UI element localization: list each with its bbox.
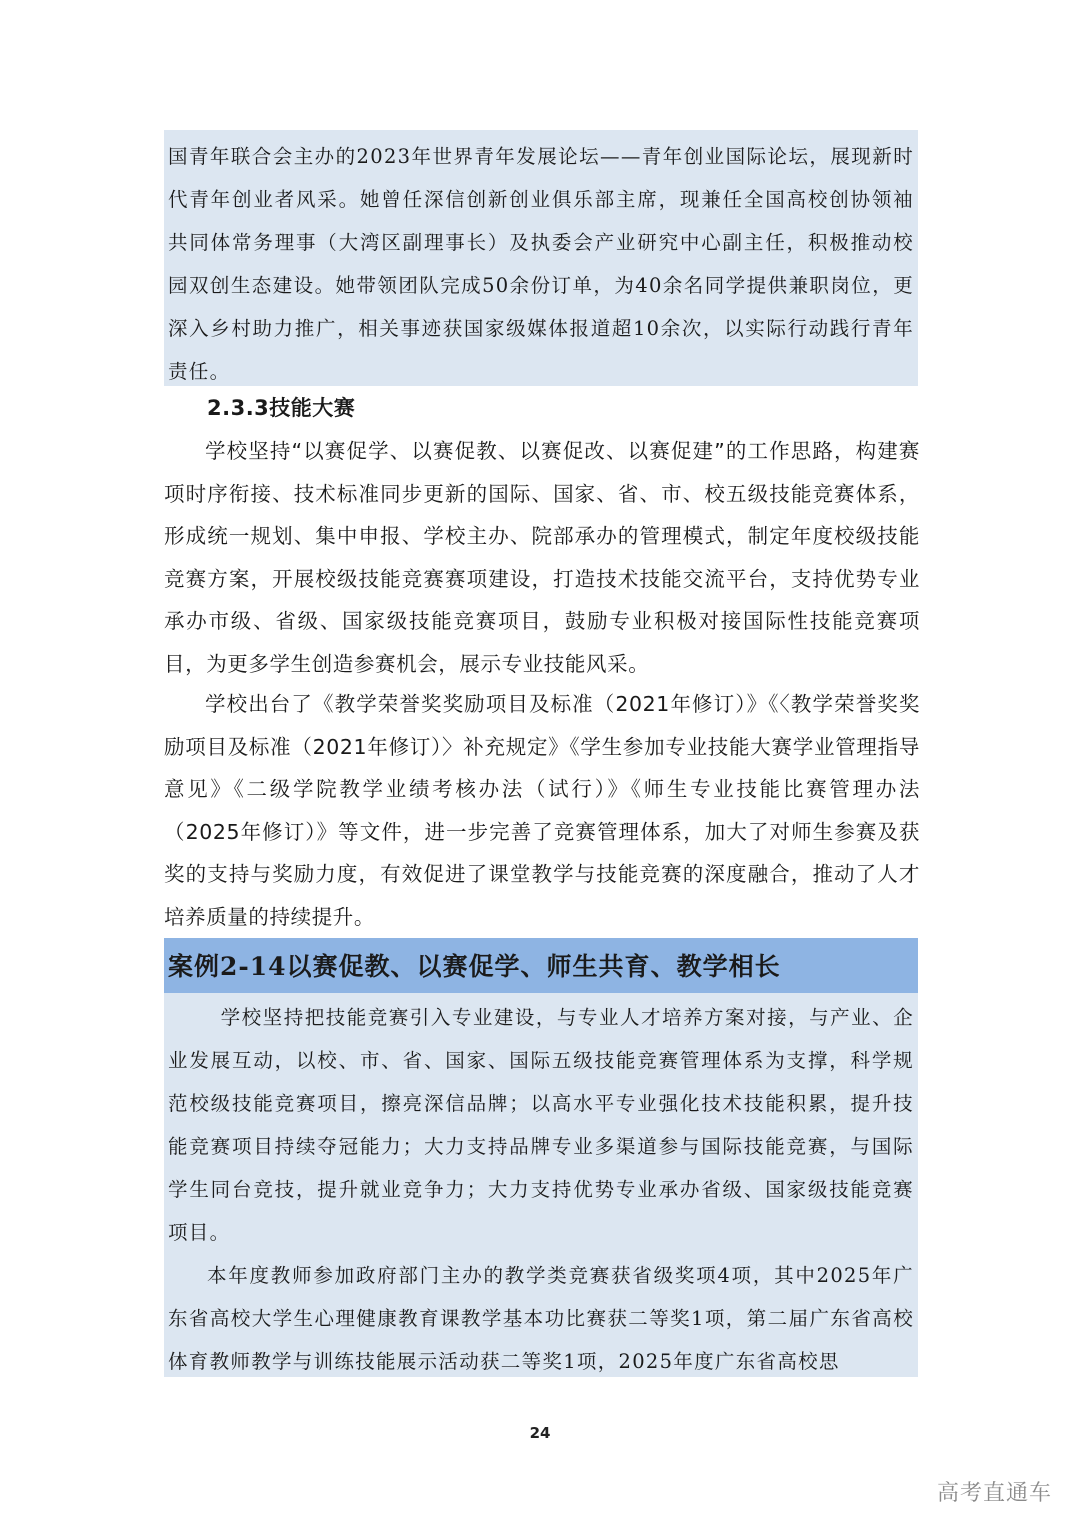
body-paragraph: 学校出台了《教学荣誉奖奖励项目及标准（2021年修订）》《〈教学荣誉奖奖励项目及标准（2021年修订）〉补充规定》《学生参加专业技能大赛学业管理指导意见》《二级学院教学业绩考核办法（试行）》《师生专业技能比赛管理办法（2025年修订）》等文件，进一步完善了竞赛管理体系，加大了对师生参赛及获奖的支持与奖励力度，有效促进了课堂教学与技能竞赛的深度融合，推动了人才培养质量的持续提升。 xyxy=(164,692,920,929)
case-box xyxy=(164,993,918,1377)
page-number: 24 xyxy=(529,1424,551,1442)
watermark: 高考直通车 xyxy=(936,1481,1052,1506)
section-heading: 2.3.3技能大赛 xyxy=(207,396,356,420)
case-title-bar: 案例2-14以赛促教、以赛促学、师生共育、教学相长 xyxy=(164,938,918,993)
body-paragraph-block xyxy=(164,430,920,685)
body-paragraph: 学校坚持“以赛促学、以赛促教、以赛促改、以赛促建”的工作思路，构建赛项时序衔接、技术标准同步更新的国际、国家、省、市、校五级技能竞赛体系，形成统一规划、集中申报、学校主办、院部承办的管理模式，制定年度校级技能竞赛方案，开展校级技能竞赛赛项建设，打造技术技能交流平台，支持优势专业承办市级、省级、国家级技能竞赛项目，鼓励专业积极对接国际性技能竞赛项目，为更多学生创造参赛机会，展示专业技能风采。 xyxy=(164,439,920,676)
case-paragraph: 国青年联合会主办的2023年世界青年发展论坛——青年创业国际论坛，展现新时代青年创业者风采。她曾任深信创新创业俱乐部主席，现兼任全国高校创协领袖共同体常务理事（大湾区副理事长）及执委会产业研究中心副主任，积极推动校园双创生态建设。她带领团队完成50余份订单，为40余名同学提供兼职岗位，更深入乡村助力推广，相关事迹获国家级媒体报道超10余次，以实际行动践行青年责任。 xyxy=(168,145,914,383)
case-paragraph: 本年度教师参加政府部门主办的教学类竞赛获省级奖项4项，其中2025年广东省高校大学生心理健康教育课教学基本功比赛获二等奖1项，第二届广东省高校体育教师教学与训练技能展示活动获二等奖1项，2025年度广东省高校思 xyxy=(168,1264,914,1373)
case-paragraph: 学校坚持把技能竞赛引入专业建设，与专业人才培养方案对接，与产业、企业发展互动，以校、市、省、国家、国际五级技能竞赛管理体系为支撑，科学规范校级技能竞赛项目，擦亮深信品牌；以高水平专业强化技术技能积累，提升技能竞赛项目持续夺冠能力；大力支持品牌专业多渠道参与国际技能竞赛，与国际学生同台竞技，提升就业竞争力；大力支持优势专业承办省级、国家级技能竞赛项目。 xyxy=(168,1006,914,1244)
body-paragraph-block xyxy=(164,683,920,938)
case-box-continued xyxy=(164,130,918,386)
